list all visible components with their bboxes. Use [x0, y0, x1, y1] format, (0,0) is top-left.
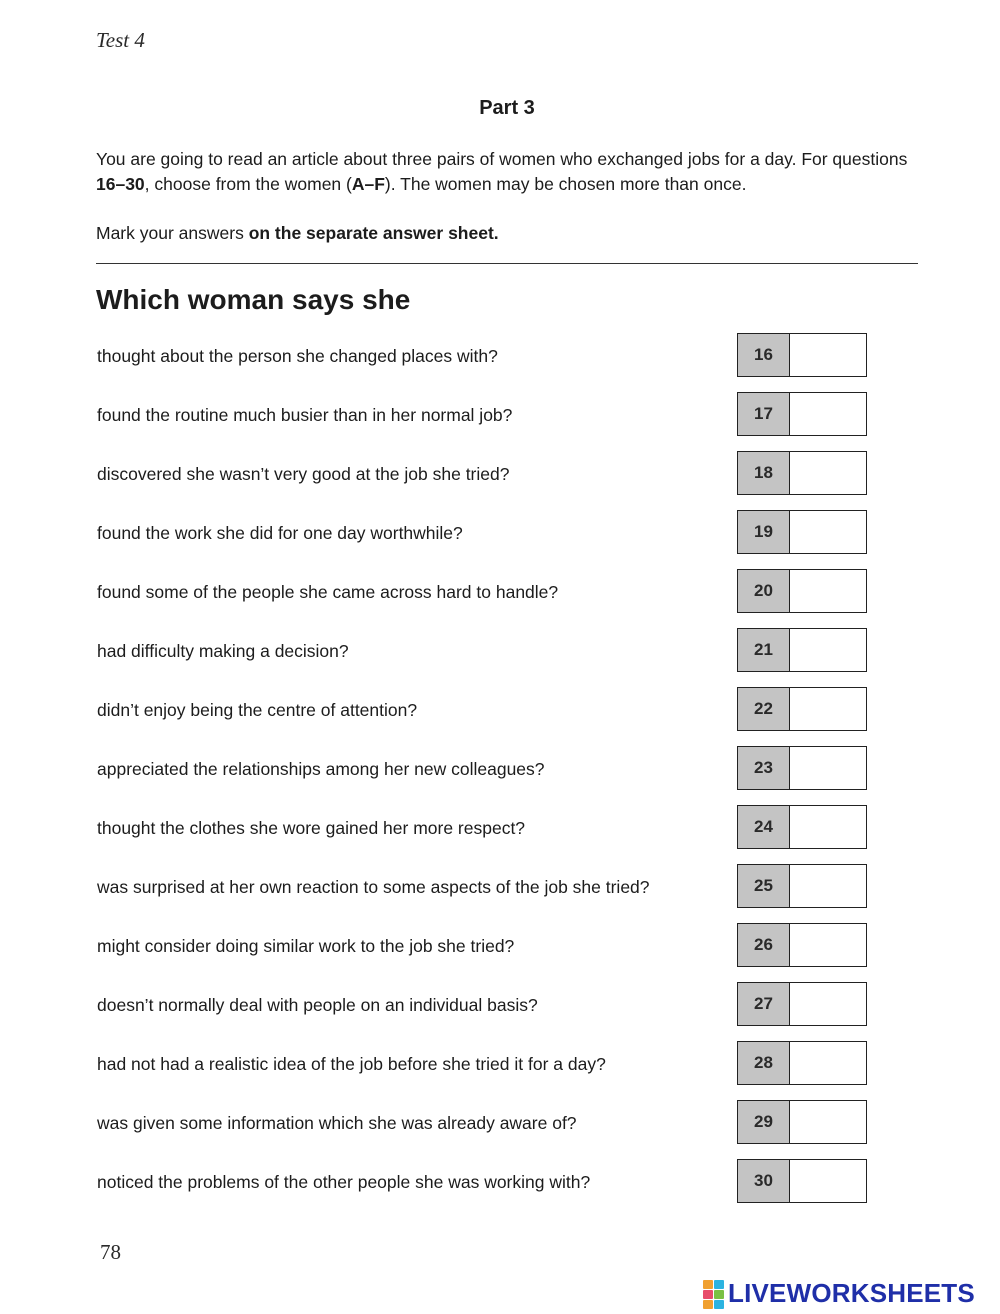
answer-box — [737, 451, 867, 495]
question-row — [0, 333, 1000, 379]
answer-box — [737, 687, 867, 731]
logo-block — [714, 1280, 724, 1289]
liveworksheets-brand — [703, 1278, 975, 1309]
answer-input[interactable] — [790, 688, 866, 730]
question-text: didn’t enjoy being the centre of attention? — [97, 700, 418, 720]
answer-box — [737, 805, 867, 849]
answer-input[interactable] — [790, 629, 866, 671]
question-number: 18 — [738, 452, 790, 494]
question-row — [0, 982, 1000, 1028]
answer-input[interactable] — [790, 393, 866, 435]
question-row — [0, 746, 1000, 792]
question-number: 20 — [738, 570, 790, 612]
answer-input[interactable] — [790, 1101, 866, 1143]
answer-input[interactable] — [790, 570, 866, 612]
question-number: 22 — [738, 688, 790, 730]
header-label: Test 4 — [96, 28, 145, 52]
question-text: discovered she wasn’t very good at the job she tried? — [97, 464, 510, 484]
intro-text: You are going to read an article about three pairs of women who exchanged jobs for a day. For questions — [96, 149, 908, 169]
page-number: 78 — [100, 1240, 121, 1264]
answer-box — [737, 569, 867, 613]
logo-block — [714, 1290, 724, 1299]
question-number: 17 — [738, 393, 790, 435]
question-text: found the routine much busier than in her normal job? — [97, 405, 513, 425]
answer-box — [737, 333, 867, 377]
question-text: found some of the people she came across hard to handle? — [97, 582, 559, 602]
question-row — [0, 923, 1000, 969]
answer-box — [737, 628, 867, 672]
answer-input[interactable] — [790, 983, 866, 1025]
question-text: had not had a realistic idea of the job before she tried it for a day? — [97, 1054, 606, 1074]
intro-text: , choose from the women ( — [144, 174, 352, 194]
answer-input[interactable] — [790, 334, 866, 376]
answer-input[interactable] — [790, 747, 866, 789]
brand-text: LIVEWORKSHEETS — [728, 1278, 975, 1308]
answer-input[interactable] — [790, 924, 866, 966]
question-number: 30 — [738, 1160, 790, 1202]
question-text: was surprised at her own reaction to some aspects of the job she tried? — [97, 877, 650, 897]
question-number: 16 — [738, 334, 790, 376]
answer-input[interactable] — [790, 806, 866, 848]
question-text: appreciated the relationships among her new colleagues? — [97, 759, 545, 779]
question-number: 23 — [738, 747, 790, 789]
question-text: thought about the person she changed places with? — [97, 346, 498, 366]
question-row — [0, 1100, 1000, 1146]
answer-box — [737, 1041, 867, 1085]
instruction-emphasis: on the separate answer sheet. — [248, 223, 499, 243]
question-number: 24 — [738, 806, 790, 848]
question-row — [0, 687, 1000, 733]
question-row — [0, 1159, 1000, 1205]
answer-box — [737, 982, 867, 1026]
answer-input[interactable] — [790, 1160, 866, 1202]
question-row — [0, 569, 1000, 615]
answer-box — [737, 510, 867, 554]
answer-input[interactable] — [790, 1042, 866, 1084]
divider — [96, 263, 918, 264]
intro-question-range: 16–30 — [96, 174, 145, 194]
question-number: 26 — [738, 924, 790, 966]
question-row — [0, 451, 1000, 497]
answer-input[interactable] — [790, 865, 866, 907]
question-text: had difficulty making a decision? — [97, 641, 349, 661]
intro-option-range: A–F — [351, 174, 385, 194]
part-title: Part 3 — [479, 97, 535, 119]
question-number: 21 — [738, 629, 790, 671]
question-row — [0, 805, 1000, 851]
question-text: was given some information which she was already aware of? — [97, 1113, 577, 1133]
question-row — [0, 1041, 1000, 1087]
question-row — [0, 864, 1000, 910]
question-row — [0, 392, 1000, 438]
logo-block — [703, 1280, 713, 1289]
intro-paragraph — [96, 147, 926, 197]
question-text: doesn’t normally deal with people on an individual basis? — [97, 995, 538, 1015]
answer-instruction — [96, 223, 499, 244]
question-number: 27 — [738, 983, 790, 1025]
question-text: might consider doing similar work to the job she tried? — [97, 936, 515, 956]
question-row — [0, 510, 1000, 556]
answer-box — [737, 392, 867, 436]
liveworksheets-logo-icon — [703, 1280, 725, 1308]
logo-block — [703, 1290, 713, 1299]
section-heading: Which woman says she — [96, 284, 411, 315]
question-number: 28 — [738, 1042, 790, 1084]
question-text: found the work she did for one day worthwhile? — [97, 523, 463, 543]
answer-box — [737, 864, 867, 908]
question-number: 25 — [738, 865, 790, 907]
question-number: 19 — [738, 511, 790, 553]
answer-box — [737, 923, 867, 967]
intro-text: ). The women may be chosen more than once. — [384, 174, 747, 194]
question-number: 29 — [738, 1101, 790, 1143]
answer-box — [737, 1100, 867, 1144]
question-text: noticed the problems of the other people she was working with? — [97, 1172, 591, 1192]
logo-block — [703, 1300, 713, 1309]
answer-box — [737, 746, 867, 790]
answer-input[interactable] — [790, 511, 866, 553]
logo-block — [714, 1300, 724, 1309]
answer-input[interactable] — [790, 452, 866, 494]
answer-box — [737, 1159, 867, 1203]
instruction-text: Mark your answers — [96, 223, 249, 243]
question-text: thought the clothes she wore gained her more respect? — [97, 818, 526, 838]
question-row — [0, 628, 1000, 674]
